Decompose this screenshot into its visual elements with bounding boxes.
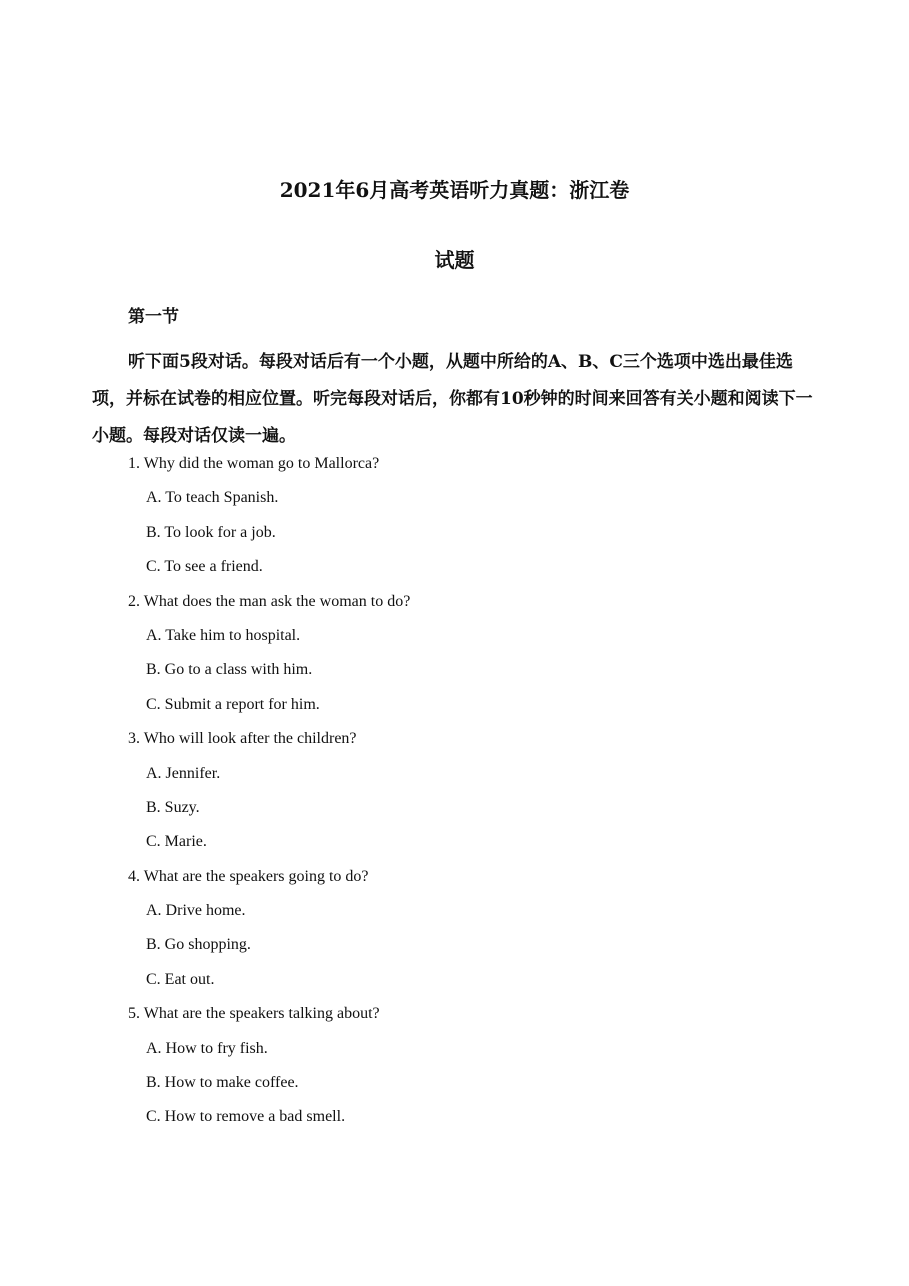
option-line	[0, 553, 909, 587]
question-text: 3. Who will look after the children?	[128, 730, 357, 748]
option-line	[0, 1069, 909, 1103]
page-subtitle: 试题	[434, 248, 475, 272]
instructions-paragraph: 听下面5段对话。每段对话后有一个小题，从题中所给的A、B、C三个选项中选出最佳选项，并标在试卷的相应位置。听完每段对话后，你都有10秒钟的时间来回答有关小题和阅读下一小题。每段对话仅读一遍。	[92, 352, 813, 446]
question-line	[0, 450, 909, 484]
option-text: C. How to remove a bad smell.	[146, 1108, 346, 1126]
option-line	[0, 484, 909, 518]
option-line	[0, 966, 909, 1000]
question-line	[0, 1000, 909, 1034]
question-text: 2. What does the man ask the woman to do?	[128, 592, 411, 610]
option-text: A. Jennifer.	[146, 764, 221, 782]
option-text: B. Go shopping.	[146, 936, 251, 954]
question-line	[0, 863, 909, 897]
option-text: C. To see a friend.	[146, 558, 263, 576]
option-text: C. Eat out.	[146, 970, 215, 988]
option-text: C. Submit a report for him.	[146, 695, 320, 713]
question-text: 5. What are the speakers talking about?	[128, 1005, 380, 1023]
option-text: B. Suzy.	[146, 798, 200, 816]
option-text: B. Go to a class with him.	[146, 661, 313, 679]
option-line	[0, 656, 909, 690]
option-line	[0, 794, 909, 828]
option-line	[0, 622, 909, 656]
option-line	[0, 897, 909, 931]
option-line	[0, 1035, 909, 1069]
option-line	[0, 1103, 909, 1137]
option-text: B. How to make coffee.	[146, 1074, 299, 1092]
option-text: A. Drive home.	[146, 902, 246, 920]
option-text: B. To look for a job.	[146, 523, 276, 541]
question-text: 4. What are the speakers going to do?	[128, 867, 369, 885]
section-heading: 第一节	[128, 307, 179, 327]
question-line	[0, 588, 909, 622]
option-text: A. To teach Spanish.	[146, 489, 279, 507]
question-text: 1. Why did the woman go to Mallorca?	[128, 455, 380, 472]
option-line	[0, 691, 909, 725]
option-text: A. Take him to hospital.	[146, 626, 301, 644]
option-line	[0, 931, 909, 965]
question-line	[0, 725, 909, 759]
page-title: 2021年6月高考英语听力真题：浙江卷	[279, 178, 630, 202]
question-list	[0, 450, 909, 1138]
option-line	[0, 760, 909, 794]
option-line	[0, 519, 909, 553]
option-line	[0, 828, 909, 862]
option-text: A. How to fry fish.	[146, 1039, 268, 1057]
option-text: C. Marie.	[146, 833, 207, 851]
